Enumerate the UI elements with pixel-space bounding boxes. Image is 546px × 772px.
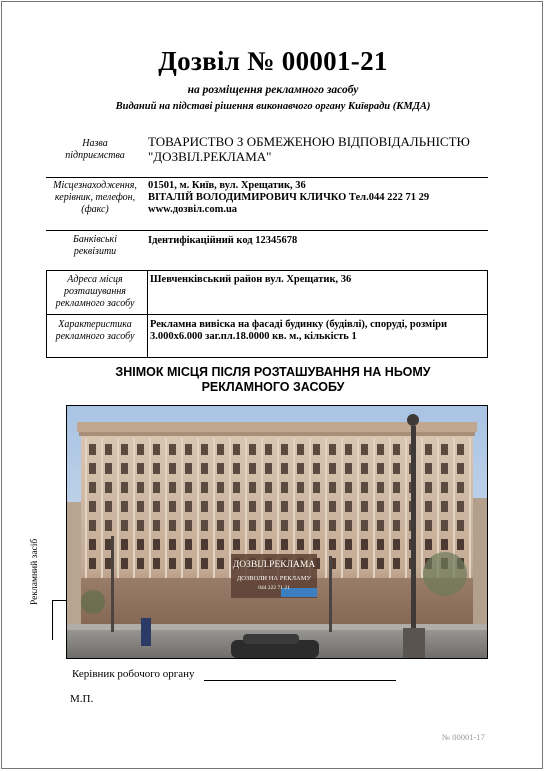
window [121, 558, 128, 569]
ad-box-divider [47, 314, 487, 315]
window [89, 482, 96, 493]
window [265, 539, 272, 550]
window [265, 520, 272, 531]
window [281, 501, 288, 512]
window [265, 501, 272, 512]
window [425, 520, 432, 531]
window [377, 520, 384, 531]
pilaster [229, 438, 231, 578]
pilaster [133, 438, 135, 578]
pilaster [469, 438, 471, 578]
location-label: Місцезнаходження, керівник, телефон, (факс) [53, 180, 137, 215]
ad-sign-title: ДОЗВІЛ.РЕКЛАМА [232, 560, 316, 570]
window [153, 444, 160, 455]
window [217, 539, 224, 550]
window [233, 463, 240, 474]
window [425, 463, 432, 474]
window [169, 558, 176, 569]
pilaster [389, 438, 391, 578]
window [457, 463, 464, 474]
window [185, 482, 192, 493]
window [393, 444, 400, 455]
pilaster [325, 438, 327, 578]
building-illustration [67, 406, 488, 659]
window [361, 501, 368, 512]
signature-line[interactable] [204, 680, 396, 681]
window [121, 520, 128, 531]
window [361, 558, 368, 569]
permit-basis: Виданий на підставі рішення виконавчого органу Київради (КМДА) [115, 101, 431, 112]
bank-label: Банківські реквізити [73, 234, 117, 257]
window [217, 482, 224, 493]
window [313, 501, 320, 512]
window [169, 463, 176, 474]
window [313, 444, 320, 455]
characteristics-label: Характеристика рекламного засобу [55, 319, 135, 342]
permit-title: Дозвіл № 00001-21 [158, 46, 388, 76]
window [313, 482, 320, 493]
side-label-leader [52, 600, 66, 601]
window [313, 463, 320, 474]
ad-address-label: Адреса місця розташування рекламного засобу [55, 274, 135, 309]
window [393, 520, 400, 531]
window [137, 539, 144, 550]
location-row [46, 180, 488, 220]
window [105, 539, 112, 550]
window [169, 501, 176, 512]
window [297, 482, 304, 493]
window [185, 520, 192, 531]
window [233, 482, 240, 493]
window [201, 482, 208, 493]
ad-means-side-label: Рекламний засіб [30, 538, 40, 605]
window [217, 463, 224, 474]
pilaster [181, 438, 183, 578]
window [137, 520, 144, 531]
window [457, 444, 464, 455]
window [153, 463, 160, 474]
window [201, 463, 208, 474]
window [281, 482, 288, 493]
window [201, 539, 208, 550]
window [121, 444, 128, 455]
window [89, 520, 96, 531]
characteristics-value: Рекламна вивіска на фасаді будинку (будівлі), споруді, розміри 3.000х6.000 заг.пл.18.0000 кв. м., кількість 1 [150, 319, 447, 342]
window [361, 463, 368, 474]
window [233, 444, 240, 455]
window [441, 539, 448, 550]
window [457, 501, 464, 512]
window [249, 501, 256, 512]
ad-address-row [46, 273, 488, 313]
signer-label: Керівник робочого органу [72, 668, 195, 680]
window [105, 444, 112, 455]
window [89, 539, 96, 550]
pilaster [373, 438, 375, 578]
window [185, 539, 192, 550]
window [297, 520, 304, 531]
divider-1 [46, 177, 488, 178]
website-link[interactable]: www.дозвіл.com.ua [148, 204, 238, 215]
window [153, 520, 160, 531]
window [457, 539, 464, 550]
stamp-place: М.П. [70, 693, 94, 705]
window [393, 558, 400, 569]
window [153, 482, 160, 493]
snapshot-title: ЗНІМОК МІСЦЯ ПІСЛЯ РОЗТАШУВАННЯ НА НЬОМУ РЕКЛАМНОГО ЗАСОБУ [115, 365, 431, 394]
window [329, 482, 336, 493]
window [393, 482, 400, 493]
window [377, 501, 384, 512]
pilaster [421, 438, 423, 578]
company-row [46, 134, 488, 170]
window [329, 520, 336, 531]
pilaster [149, 438, 151, 578]
window [441, 501, 448, 512]
window [89, 501, 96, 512]
window [425, 501, 432, 512]
window [361, 539, 368, 550]
window [265, 482, 272, 493]
pilaster [405, 438, 407, 578]
window [441, 482, 448, 493]
window [457, 482, 464, 493]
window [345, 539, 352, 550]
window [297, 444, 304, 455]
window [137, 501, 144, 512]
window [249, 482, 256, 493]
window [89, 463, 96, 474]
window [361, 520, 368, 531]
window [361, 444, 368, 455]
window [89, 558, 96, 569]
window [281, 444, 288, 455]
window [425, 482, 432, 493]
divider-2 [46, 230, 488, 231]
window [249, 539, 256, 550]
window [297, 501, 304, 512]
pilaster [165, 438, 167, 578]
window [441, 444, 448, 455]
window [201, 558, 208, 569]
window [185, 444, 192, 455]
window [329, 444, 336, 455]
window [297, 463, 304, 474]
window [137, 463, 144, 474]
window [393, 539, 400, 550]
window [345, 501, 352, 512]
window [201, 501, 208, 512]
window [345, 558, 352, 569]
window [89, 444, 96, 455]
pilaster [117, 438, 119, 578]
window [313, 520, 320, 531]
window [441, 463, 448, 474]
pilaster [101, 438, 103, 578]
pilaster [341, 438, 343, 578]
bank-row [46, 234, 488, 262]
window [441, 520, 448, 531]
window [121, 501, 128, 512]
ad-sign-phone: 044 222 71 21 [258, 585, 290, 591]
window [217, 444, 224, 455]
window [185, 463, 192, 474]
window [169, 482, 176, 493]
window [393, 501, 400, 512]
company-name: ТОВАРИСТВО З ОБМЕЖЕНОЮ ВІДПОВІДАЛЬНІСТЮ "ДОЗВІЛ.РЕКЛАМА" [148, 134, 470, 164]
pilaster [197, 438, 199, 578]
window [185, 558, 192, 569]
window [105, 520, 112, 531]
window [377, 539, 384, 550]
bank-value: Ідентифікаційний код 12345678 [148, 235, 298, 246]
window [265, 444, 272, 455]
window [377, 463, 384, 474]
window [297, 539, 304, 550]
window [345, 520, 352, 531]
window [281, 520, 288, 531]
pilaster [357, 438, 359, 578]
window [361, 482, 368, 493]
window [137, 444, 144, 455]
window [137, 558, 144, 569]
window [233, 539, 240, 550]
window [217, 501, 224, 512]
window [121, 463, 128, 474]
window [153, 501, 160, 512]
window [425, 539, 432, 550]
ad-sign-subtitle: ДОЗВОЛИ НА РЕКЛАМУ [236, 575, 312, 582]
window [105, 482, 112, 493]
pilaster [213, 438, 215, 578]
window [169, 539, 176, 550]
window [233, 520, 240, 531]
company-label: Назва підприємства [65, 138, 125, 161]
window [105, 501, 112, 512]
window [169, 520, 176, 531]
window [329, 463, 336, 474]
window [329, 539, 336, 550]
window [377, 558, 384, 569]
window [201, 520, 208, 531]
location-value: 01501, м. Київ, вул. Хрещатик, 36 ВІТАЛІЙ ВОЛОДИМИРОВИЧ КЛИЧКО Тел.044 222 71 29 www.дозвіл.com.ua [148, 180, 488, 216]
window [121, 482, 128, 493]
window [345, 482, 352, 493]
window [329, 501, 336, 512]
window [201, 444, 208, 455]
window [377, 444, 384, 455]
pilaster [85, 438, 87, 578]
window [105, 558, 112, 569]
window [313, 539, 320, 550]
window [345, 463, 352, 474]
window [377, 482, 384, 493]
window [425, 444, 432, 455]
ad-address-value: Шевченківський район вул. Хрещатик, 36 [150, 274, 352, 285]
window [137, 482, 144, 493]
window [345, 444, 352, 455]
window [281, 463, 288, 474]
document-number: № 00001-17 [442, 732, 485, 742]
window [217, 558, 224, 569]
window [233, 501, 240, 512]
side-label-leader-vertical [52, 600, 53, 640]
characteristics-row [46, 317, 488, 357]
window [153, 539, 160, 550]
window [265, 463, 272, 474]
window [185, 501, 192, 512]
window [153, 558, 160, 569]
window [249, 520, 256, 531]
permit-subtitle: на розміщення рекламного засобу [187, 84, 359, 96]
window [249, 463, 256, 474]
window [249, 444, 256, 455]
window [169, 444, 176, 455]
window [393, 463, 400, 474]
window [121, 539, 128, 550]
window [281, 539, 288, 550]
window [457, 520, 464, 531]
window [105, 463, 112, 474]
site-photo [66, 405, 488, 659]
window [217, 520, 224, 531]
